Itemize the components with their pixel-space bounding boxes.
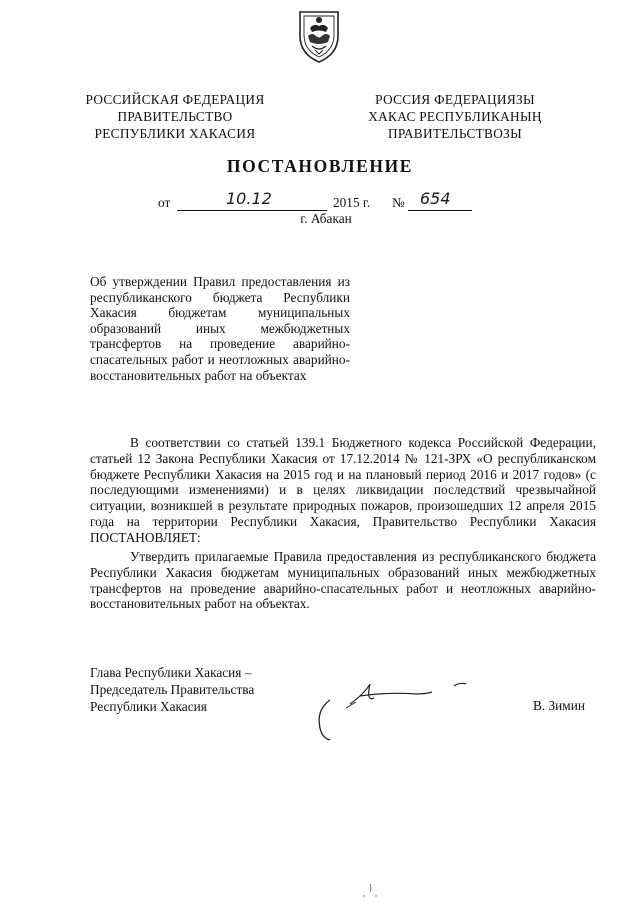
header-left-line-1: РОССИЙСКАЯ ФЕДЕРАЦИЯ xyxy=(85,92,265,107)
date-handwritten: 10.12 xyxy=(226,189,272,208)
header-right-line-1: РОССИЯ ФЕДЕРАЦИЯЗЫ xyxy=(375,92,535,107)
body-paragraph-2: Утвердить прилагаемые Правила предоставления из республиканского бюджета Республики Хакасия бюджетам муниципальных образований иных межбюджетных трансфертов на проведение аварийно-спасательных работ и неотложных аварийно-восстановительных работ на объектах. xyxy=(90,549,596,612)
coat-of-arms-icon xyxy=(296,6,342,64)
signatory-position-line-2: Председатель Правительства xyxy=(90,682,255,697)
header-right-line-2: ХАКАС РЕСПУБЛИКАНЫҢ xyxy=(368,109,542,124)
signatory-position-line-3: Республики Хакасия xyxy=(90,699,207,714)
number-sign: № xyxy=(392,195,405,210)
header-right-line-3: ПРАВИТЕЛЬСТВОЗЫ xyxy=(388,126,522,141)
header-left xyxy=(70,91,280,142)
signatory-position-line-1: Глава Республики Хакасия – xyxy=(90,665,252,680)
city-label: г. Абакан xyxy=(300,211,352,226)
header-left-line-3: РЕСПУБЛИКИ ХАКАСИЯ xyxy=(94,126,256,141)
signatory-position xyxy=(90,664,254,715)
document-title: ПОСТАНОВЛЕНИЕ xyxy=(226,156,414,176)
header-left-line-2: ПРАВИТЕЛЬСТВО xyxy=(117,109,233,124)
number-handwritten: 654 xyxy=(420,189,451,208)
signatory-name: В. Зимин xyxy=(533,698,585,713)
year-label: 2015 г. xyxy=(333,195,371,210)
scan-artifact xyxy=(340,880,400,900)
handwritten-signature-icon xyxy=(308,672,478,748)
document-subject: Об утверждении Правил предоставления из республиканского бюджета Республики Хакасия бюджетам муниципальных образований иных межбюджетных трансфертов на проведение аварийно-спасательных работ и неотложных аварийно-восстановительных работ на объектах xyxy=(90,274,350,383)
header-right xyxy=(345,91,565,142)
body-paragraph-1: В соответствии со статьей 139.1 Бюджетного кодекса Российской Федерации, статьей 12 Закона Республики Хакасия от 17.12.2014 № 121-ЗРХ «О республиканском бюджете Республики Хакасия на 2015 год и на плановый период 2016 и 2017 годов» (с последующими изменениями) и в целях ликвидации последствий чрезвычайной ситуации, возникшей в результате природных пожаров, произошедших 12 апреля 2015 года на территории Республики Хакасия, Правительство Республики Хакасия ПОСТАНОВЛЯЕТ: xyxy=(90,435,596,545)
date-prefix: от xyxy=(158,195,171,210)
